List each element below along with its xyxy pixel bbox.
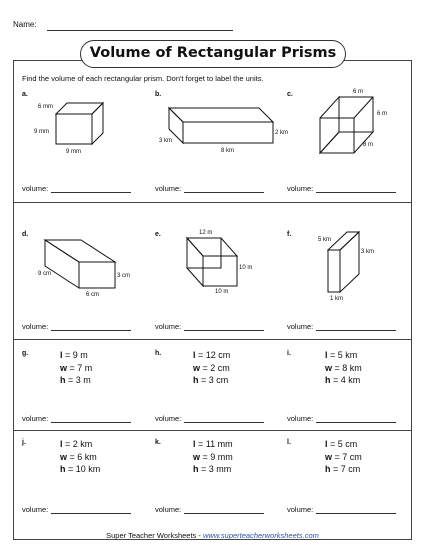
volume-i: volume: <box>287 414 396 423</box>
dim-e-3: 10 m <box>215 289 229 295</box>
problem-k-label: k. <box>155 439 161 446</box>
problem-a-label: a. <box>22 91 28 98</box>
name-label: Name: <box>13 20 37 29</box>
row-divider-2 <box>13 339 412 340</box>
dims-h: l = 12 cm w = 2 cm h = 3 cm <box>193 350 231 385</box>
prism-d <box>22 228 132 300</box>
problem-j-label: j. <box>22 439 26 446</box>
dim-a-2: 9 mm <box>34 129 49 135</box>
volume-l: volume: <box>287 505 396 514</box>
dim-b-2: 8 km <box>221 148 235 154</box>
dim-f-2: 3 km <box>361 249 375 255</box>
name-field[interactable] <box>47 30 233 31</box>
dims-j: l = 2 km w = 6 km h = 10 km <box>60 439 101 474</box>
answer-f-line[interactable] <box>316 322 396 331</box>
answer-l-line[interactable] <box>316 505 396 514</box>
answer-g-line[interactable] <box>51 414 131 423</box>
dim-c-2: 6 m <box>377 111 388 117</box>
volume-c: volume: <box>287 184 396 193</box>
answer-h-line[interactable] <box>184 414 264 423</box>
problem-c-label: c. <box>287 91 293 98</box>
volume-b: volume: <box>155 184 264 193</box>
answer-k-line[interactable] <box>184 505 264 514</box>
dims-g: l = 9 m w = 7 m h = 3 m <box>60 350 93 385</box>
dim-c-1: 6 m <box>353 89 364 95</box>
prism-f <box>287 222 397 304</box>
dim-d-2: 6 cm <box>86 292 100 298</box>
footer-brand: Super Teacher Worksheets - <box>106 531 203 540</box>
row-divider-3 <box>13 430 412 431</box>
problem-g-label: g. <box>22 350 29 357</box>
volume-k: volume: <box>155 505 264 514</box>
answer-i-line[interactable] <box>316 414 396 423</box>
prism-b <box>155 96 290 160</box>
dim-a-1: 6 mm <box>38 104 53 110</box>
volume-j: volume: <box>22 505 131 514</box>
problem-b-label: b. <box>155 91 162 98</box>
problem-e-label: e. <box>155 231 161 238</box>
dim-b-3: 2 km <box>275 130 289 136</box>
problem-h-label: h. <box>155 350 162 357</box>
footer-link[interactable]: www.superteacherworksheets.com <box>202 531 319 540</box>
dims-i: l = 5 km w = 8 km h = 4 km <box>325 350 362 385</box>
page-title: Volume of Rectangular Prisms <box>80 40 346 68</box>
volume-f: volume: <box>287 322 396 331</box>
instructions: Find the volume of each rectangular prism. Don't forget to label the units. <box>22 74 264 83</box>
footer <box>0 531 425 540</box>
volume-g: volume: <box>22 414 131 423</box>
volume-a: volume: <box>22 184 131 193</box>
answer-c-line[interactable] <box>316 184 396 193</box>
problem-f-label: f. <box>287 231 292 238</box>
volume-e: volume: <box>155 322 264 331</box>
volume-d: volume: <box>22 322 131 331</box>
dim-a-3: 9 mm <box>66 149 81 155</box>
dims-l: l = 5 cm w = 7 cm h = 7 cm <box>325 439 362 474</box>
prism-a <box>22 96 122 160</box>
dim-b-1: 3 km <box>159 138 173 144</box>
answer-a-line[interactable] <box>51 184 131 193</box>
dim-c-3: 8 m <box>363 142 374 148</box>
dim-e-1: 12 m <box>199 230 213 236</box>
volume-h: volume: <box>155 414 264 423</box>
problem-l-label: l. <box>287 439 291 446</box>
answer-d-line[interactable] <box>51 322 131 331</box>
answer-b-line[interactable] <box>184 184 264 193</box>
problem-d-label: d. <box>22 231 29 238</box>
answer-e-line[interactable] <box>184 322 264 331</box>
dim-d-1: 9 cm <box>38 271 52 277</box>
dim-f-3: 1 km <box>330 296 344 302</box>
dim-f-1: 5 km <box>318 237 332 243</box>
dim-d-3: 3 cm <box>117 273 131 279</box>
dim-e-2: 10 m <box>239 265 253 271</box>
problem-i-label: i. <box>287 350 291 357</box>
dims-k: l = 11 mm w = 9 mm h = 3 mm <box>193 439 233 474</box>
prism-e <box>155 222 270 300</box>
answer-j-line[interactable] <box>51 505 131 514</box>
prism-c <box>287 84 397 160</box>
row-divider-1 <box>13 202 412 203</box>
